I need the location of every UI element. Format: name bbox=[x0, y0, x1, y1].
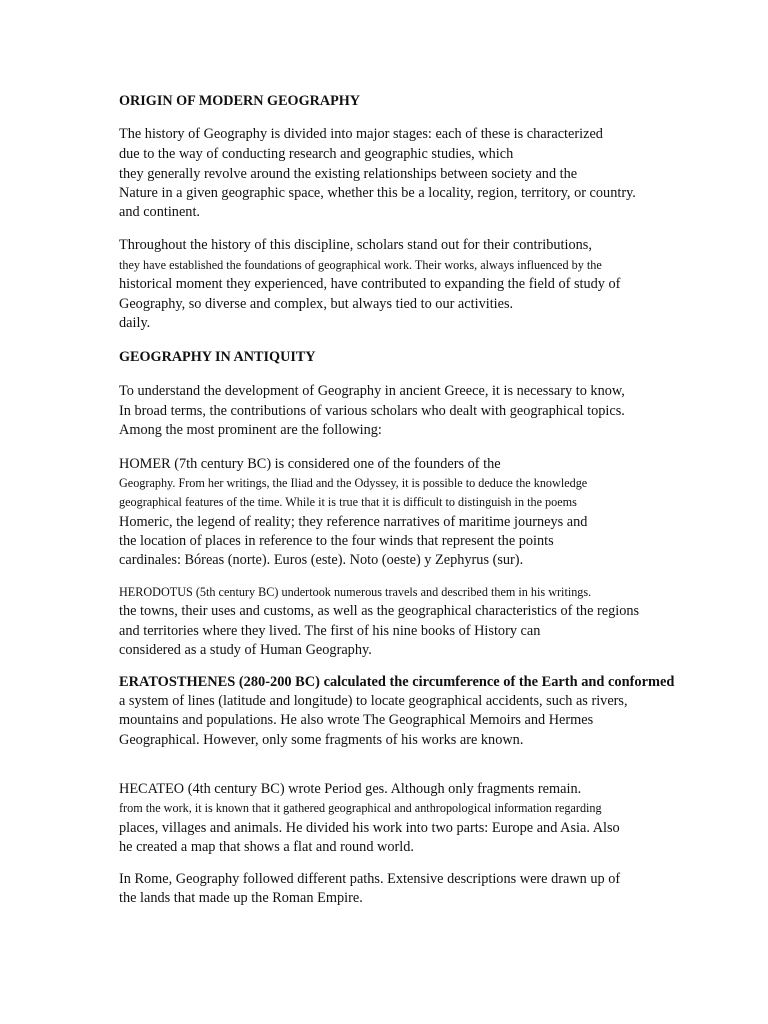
paragraph-line: due to the way of conducting research and geographic studies, which bbox=[119, 146, 514, 162]
paragraph-line: Nature in a given geographic space, whether this be a locality, region, territory, or country. bbox=[119, 185, 636, 201]
paragraph-line: the lands that made up the Roman Empire. bbox=[119, 890, 363, 906]
paragraph-line: daily. bbox=[119, 315, 151, 331]
paragraph-line: Throughout the history of this discipline, scholars stand out for their contributions, bbox=[119, 237, 592, 253]
document-title: ORIGIN OF MODERN GEOGRAPHY bbox=[119, 93, 361, 109]
paragraph-line: the location of places in reference to the four winds that represent the points bbox=[119, 533, 554, 549]
paragraph-line: and territories where they lived. The first of his nine books of History can bbox=[119, 623, 541, 639]
paragraph-line-emphasis: ERATOSTHENES (280-200 BC) calculated the circumference of the Earth and conformed bbox=[119, 674, 675, 690]
paragraph-line: cardinales: Bóreas (norte). Euros (este). Noto (oeste) y Zephyrus (sur). bbox=[119, 552, 524, 568]
paragraph-line: and continent. bbox=[119, 204, 200, 220]
paragraph-line: HERODOTUS (5th century BC) undertook numerous travels and described them in his writings. bbox=[119, 585, 592, 599]
paragraph-line: historical moment they experienced, have contributed to expanding the field of study of bbox=[119, 276, 621, 292]
paragraph-line: geographical features of the time. While it is true that it is difficult to distinguish in the poems bbox=[119, 495, 577, 509]
paragraph-line: considered as a study of Human Geography. bbox=[119, 642, 372, 658]
paragraph-line: Geography, so diverse and complex, but always tied to our activities. bbox=[119, 296, 514, 312]
paragraph-line: HOMER (7th century BC) is considered one of the founders of the bbox=[119, 456, 501, 472]
paragraph-line: HECATEO (4th century BC) wrote Period ges. Although only fragments remain. bbox=[119, 781, 582, 797]
paragraph-line: The history of Geography is divided into major stages: each of these is characterized bbox=[119, 126, 603, 142]
paragraph-line: Homeric, the legend of reality; they reference narratives of maritime journeys and bbox=[119, 514, 588, 530]
section-heading: GEOGRAPHY IN ANTIQUITY bbox=[119, 349, 316, 365]
paragraph-line: mountains and populations. He also wrote The Geographical Memoirs and Hermes bbox=[119, 712, 594, 728]
paragraph-line: they have established the foundations of geographical work. Their works, always influenced by the bbox=[119, 258, 602, 272]
paragraph-line: a system of lines (latitude and longitude) to locate geographical accidents, such as rivers, bbox=[119, 693, 628, 709]
paragraph-line: Geography. From her writings, the Iliad and the Odyssey, it is possible to deduce the knowledge bbox=[119, 476, 588, 490]
paragraph-line: To understand the development of Geography in ancient Greece, it is necessary to know, bbox=[119, 383, 625, 399]
paragraph-line: Geographical. However, only some fragments of his works are known. bbox=[119, 732, 524, 748]
paragraph-line: from the work, it is known that it gathered geographical and anthropological information regarding bbox=[119, 801, 602, 815]
paragraph-line: the towns, their uses and customs, as well as the geographical characteristics of the regions bbox=[119, 603, 640, 619]
paragraph-line: they generally revolve around the existing relationships between society and the bbox=[119, 166, 578, 182]
paragraph-line: In Rome, Geography followed different paths. Extensive descriptions were drawn up of bbox=[119, 871, 621, 887]
paragraph-line: Among the most prominent are the following: bbox=[119, 422, 382, 438]
paragraph-line: he created a map that shows a flat and round world. bbox=[119, 839, 414, 855]
paragraph-line: In broad terms, the contributions of various scholars who dealt with geographical topics. bbox=[119, 403, 625, 419]
paragraph-line: places, villages and animals. He divided his work into two parts: Europe and Asia. Also bbox=[119, 820, 620, 836]
